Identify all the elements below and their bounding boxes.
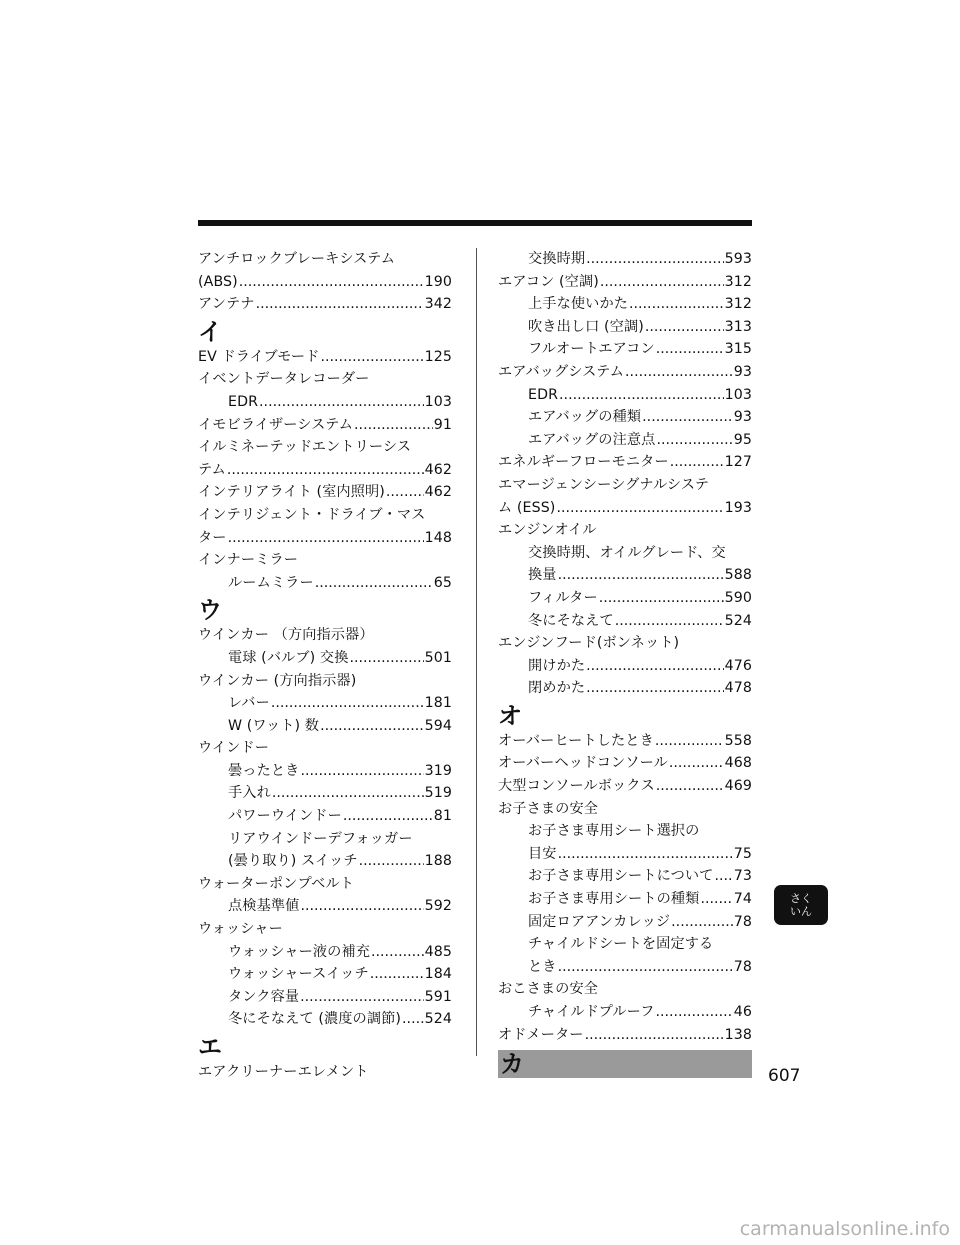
index-entry[interactable] <box>498 677 752 700</box>
index-entry[interactable] <box>198 941 452 964</box>
entry-label: ルームミラー <box>228 574 314 591</box>
entry-label: ター <box>198 529 227 546</box>
index-entry[interactable] <box>498 911 752 934</box>
entry-page-number: 558 <box>724 732 752 749</box>
entry-page-number: 468 <box>724 755 752 772</box>
entry-page-number: 312 <box>724 296 752 313</box>
entry-label: (曇り取り) スイッチ <box>228 853 358 870</box>
entry-page-number: 125 <box>424 348 452 365</box>
entry-label: オーバーヒートしたとき <box>498 732 654 749</box>
entry-page-number: 75 <box>733 845 752 862</box>
entry-label: イモビライザーシステム <box>198 416 354 433</box>
index-entry[interactable] <box>498 843 752 866</box>
page-number: 607 <box>768 1066 801 1086</box>
entry-page-number: 188 <box>424 853 452 870</box>
dot-leader <box>371 941 424 964</box>
index-entry[interactable] <box>198 782 452 805</box>
dot-leader <box>227 459 424 482</box>
entry-label: 交換時期 <box>528 251 586 267</box>
entry-page-number: 519 <box>424 785 452 802</box>
dot-leader <box>670 451 724 474</box>
entry-page-number: 592 <box>424 898 452 915</box>
entry-page-number: 81 <box>433 808 452 825</box>
index-entry[interactable] <box>198 414 452 437</box>
entry-page-number: 315 <box>724 341 752 358</box>
index-entry-text: お子さま専用シート選択の <box>528 823 700 840</box>
index-entry-text: チャイルドシートを固定する <box>528 936 714 953</box>
entry-label: エアバッグシステム <box>498 363 625 380</box>
index-entry-text: エアクリーナーエレメント <box>198 1064 369 1080</box>
index-entry[interactable] <box>498 429 752 452</box>
entry-page-number: 588 <box>724 567 752 584</box>
index-entry[interactable] <box>498 730 752 753</box>
column-divider <box>476 248 477 1056</box>
entry-label: 冬にそなえて (濃度の調節) <box>228 1011 402 1028</box>
index-entry[interactable] <box>198 986 452 1009</box>
entry-label: オーバーヘッドコンソール <box>498 755 668 772</box>
index-entry-text: 交換時期、オイルグレード、交 <box>528 544 726 561</box>
entry-page-number: 469 <box>724 778 752 795</box>
entry-label: 曇ったとき <box>228 762 300 779</box>
entry-label: タンク容量 <box>228 988 300 1005</box>
dot-leader <box>271 692 424 715</box>
entry-page-number: 138 <box>724 1026 752 1043</box>
entry-page-number: 78 <box>733 958 752 975</box>
index-entry-text: おこさまの安全 <box>498 981 599 998</box>
entry-label: EDR <box>528 386 559 403</box>
dot-leader <box>625 361 733 384</box>
entry-label: ウォッシャー液の補充 <box>228 943 371 960</box>
entry-label: EV ドライブモード <box>198 348 320 365</box>
dot-leader <box>239 271 424 294</box>
index-tab-line2: いん <box>790 905 812 918</box>
entry-page-number: 593 <box>724 251 752 267</box>
index-entry-text: エマージェンシーシグナルシステ <box>498 476 710 493</box>
dot-leader <box>656 775 724 798</box>
dot-leader <box>228 527 424 550</box>
index-entry[interactable] <box>198 527 452 550</box>
entry-label: フルオートエアコン <box>528 341 655 358</box>
dot-leader <box>256 293 424 316</box>
entry-label: 電球 (バルブ) 交換 <box>228 649 349 666</box>
dot-leader <box>320 715 424 738</box>
entry-label: (ABS) <box>198 273 238 290</box>
dot-leader <box>669 752 724 775</box>
entry-label: 閉めかた <box>528 680 586 697</box>
section-heading: オ <box>498 701 522 730</box>
entry-page-number: 342 <box>424 296 452 313</box>
index-entry[interactable] <box>198 481 452 504</box>
entry-page-number: 184 <box>424 966 452 983</box>
dot-leader <box>343 805 433 828</box>
entry-label: レバー <box>228 695 270 712</box>
index-entry-text: エンジンフード(ボンネット) <box>498 635 680 652</box>
index-entry-text: ウォーターポンプベルト <box>198 875 355 892</box>
dot-leader <box>556 497 723 520</box>
entry-label: 冬にそなえて <box>528 612 614 629</box>
index-entry[interactable] <box>498 451 752 474</box>
entry-page-number: 65 <box>433 574 452 591</box>
dot-leader <box>586 248 723 271</box>
entry-page-number: 91 <box>433 416 452 433</box>
entry-label: インテリアライト (室内照明) <box>198 484 385 501</box>
dot-leader <box>354 414 433 437</box>
entry-page-number: 524 <box>424 1011 452 1028</box>
entry-label: EDR <box>228 393 259 410</box>
dot-leader <box>315 572 433 595</box>
entry-page-number: 590 <box>724 589 752 606</box>
section-heading: エ <box>198 1033 222 1061</box>
index-entry[interactable] <box>498 293 752 316</box>
entry-label: 固定ロアアンカレッジ <box>528 913 671 930</box>
index-entry-text: リアウインドーデフォッガー <box>228 830 413 847</box>
dot-leader <box>259 391 424 414</box>
entry-page-number: 74 <box>733 891 752 908</box>
entry-page-number: 190 <box>424 273 452 290</box>
entry-page-number: 313 <box>724 318 752 335</box>
index-column-left <box>198 248 452 1084</box>
index-entry[interactable] <box>498 384 752 407</box>
index-entry[interactable] <box>198 850 452 873</box>
index-entry[interactable] <box>198 692 452 715</box>
entry-label: オドメーター <box>498 1026 584 1043</box>
index-entry-text: ウインカー （方向指示器） <box>198 627 374 644</box>
dot-leader <box>656 338 724 361</box>
section-heading: イ <box>198 317 222 346</box>
entry-page-number: 103 <box>724 386 752 403</box>
entry-label: アンテナ <box>198 296 255 313</box>
entry-label: 換量 <box>528 567 557 584</box>
entry-page-number: 148 <box>424 529 452 546</box>
index-entry-text: アンチロックブレーキシステム <box>198 251 396 267</box>
section-heading: ウ <box>198 596 222 625</box>
entry-label: 点検基準値 <box>228 898 300 915</box>
dot-leader <box>600 271 724 294</box>
dot-leader <box>300 895 423 918</box>
entry-page-number: 46 <box>733 1004 752 1020</box>
entry-page-number: 591 <box>424 988 452 1005</box>
index-entry-text: インテリジェント・ドライブ・マス <box>198 506 426 523</box>
dot-leader <box>700 888 732 911</box>
dot-leader <box>558 956 733 979</box>
section-heading: カ <box>498 1050 752 1078</box>
index-tab-line1: さく <box>790 892 812 905</box>
dot-leader <box>321 346 424 369</box>
index-entry[interactable] <box>498 338 752 361</box>
entry-page-number: 193 <box>724 499 752 516</box>
entry-label: お子さま専用シートの種類 <box>528 891 700 908</box>
index-entry-text: エンジンオイル <box>498 522 597 539</box>
dot-leader <box>350 647 424 670</box>
index-entry[interactable] <box>498 610 752 633</box>
entry-page-number: 127 <box>724 454 752 471</box>
index-entry[interactable] <box>498 888 752 911</box>
entry-label: 目安 <box>528 845 557 862</box>
entry-page-number: 93 <box>733 409 752 426</box>
dot-leader <box>655 1001 732 1024</box>
dot-leader <box>558 564 724 587</box>
dot-leader <box>656 429 732 452</box>
index-entry[interactable] <box>198 760 452 783</box>
dot-leader <box>359 850 424 873</box>
entry-page-number: 181 <box>424 695 452 712</box>
index-entry[interactable] <box>498 752 752 775</box>
entry-page-number: 485 <box>424 943 452 960</box>
entry-page-number: 524 <box>724 612 752 629</box>
entry-label: フィルター <box>528 589 598 606</box>
entry-page-number: 78 <box>733 913 752 930</box>
index-entry-text: イルミネーテッドエントリーシス <box>198 439 412 456</box>
entry-label: エアバッグの種類 <box>528 409 642 426</box>
entry-label: パワーウインドー <box>228 808 342 825</box>
dot-leader <box>655 730 724 753</box>
index-entry[interactable] <box>198 647 452 670</box>
entry-label: お子さま専用シートについて <box>528 868 714 885</box>
entry-label: ウォッシャースイッチ <box>228 966 369 983</box>
dot-leader <box>615 610 724 633</box>
entry-page-number: 103 <box>424 393 452 410</box>
index-entry[interactable] <box>198 805 452 828</box>
dot-leader <box>586 677 723 700</box>
entry-label: エアコン (空調) <box>498 273 599 290</box>
entry-label: 開けかた <box>528 657 586 674</box>
entry-label: 上手な使いかた <box>528 296 629 313</box>
index-entry[interactable] <box>498 587 752 610</box>
dot-leader <box>585 1024 724 1047</box>
entry-label: 手入れ <box>228 785 271 802</box>
index-entry[interactable] <box>198 715 452 738</box>
index-entry[interactable] <box>198 459 452 482</box>
dot-leader <box>642 406 733 429</box>
index-entry[interactable] <box>498 956 752 979</box>
index-entry[interactable] <box>498 271 752 294</box>
entry-label: 大型コンソールボックス <box>498 778 655 795</box>
index-entry-text: ウインカー (方向指示器) <box>198 672 357 689</box>
index-entry[interactable] <box>198 271 452 294</box>
entry-page-number: 462 <box>424 461 452 478</box>
dot-leader <box>599 587 724 610</box>
entry-label: エアバッグの注意点 <box>528 431 656 448</box>
watermark: carmanualsonline.info <box>739 1218 950 1240</box>
entry-page-number: 95 <box>733 431 752 448</box>
dot-leader <box>586 655 723 678</box>
index-tab[interactable] <box>774 885 828 925</box>
dot-leader <box>272 782 424 805</box>
entry-label: W (ワット) 数 <box>228 717 320 734</box>
entry-label: ム (ESS) <box>498 499 556 516</box>
index-entry[interactable] <box>498 865 752 888</box>
dot-leader <box>300 986 423 1009</box>
dot-leader <box>629 293 724 316</box>
entry-page-number: 478 <box>724 680 752 697</box>
index-entry[interactable] <box>198 895 452 918</box>
dot-leader <box>402 1008 424 1031</box>
entry-label: エネルギーフローモニター <box>498 454 669 471</box>
dot-leader <box>671 911 733 934</box>
index-entry-text: ウインドー <box>198 740 270 757</box>
index-entry[interactable] <box>498 655 752 678</box>
index-entry[interactable] <box>198 1008 452 1031</box>
entry-label: 吹き出し口 (空調) <box>528 318 644 335</box>
index-entry[interactable] <box>498 316 752 339</box>
dot-leader <box>645 316 724 339</box>
index-entry[interactable] <box>498 406 752 429</box>
dot-leader <box>559 384 724 407</box>
index-entry[interactable] <box>198 963 452 986</box>
entry-page-number: 462 <box>424 484 452 501</box>
index-entry[interactable] <box>498 248 752 271</box>
entry-page-number: 319 <box>424 762 452 779</box>
index-entry[interactable] <box>498 1001 752 1024</box>
entry-label: チャイルドプルーフ <box>528 1004 655 1020</box>
index-entry-text: インナーミラー <box>198 552 299 569</box>
dot-leader <box>714 865 732 888</box>
index-entry[interactable] <box>498 1024 752 1047</box>
entry-page-number: 93 <box>733 363 752 380</box>
entry-page-number: 312 <box>724 273 752 290</box>
index-entry[interactable] <box>198 293 452 316</box>
entry-page-number: 501 <box>424 649 452 666</box>
index-entry-text: ウォッシャー <box>198 921 283 938</box>
entry-label: とき <box>528 958 557 975</box>
entry-page-number: 476 <box>724 657 752 674</box>
index-entry[interactable] <box>198 391 452 414</box>
index-entry-text: イベントデータレコーダー <box>198 371 370 388</box>
index-entry[interactable] <box>498 775 752 798</box>
index-entry-text: お子さまの安全 <box>498 800 599 817</box>
entry-label: テム <box>198 461 226 478</box>
index-entry[interactable] <box>498 497 752 520</box>
dot-leader <box>558 843 733 866</box>
index-entry[interactable] <box>498 361 752 384</box>
dot-leader <box>386 481 424 504</box>
top-rule <box>198 220 752 226</box>
dot-leader <box>370 963 424 986</box>
entry-page-number: 73 <box>733 868 752 885</box>
index-entry[interactable] <box>198 346 452 369</box>
entry-page-number: 594 <box>424 717 452 734</box>
index-entry[interactable] <box>198 572 452 595</box>
dot-leader <box>300 760 423 783</box>
index-column-right <box>498 248 752 1078</box>
index-entry[interactable] <box>498 564 752 587</box>
